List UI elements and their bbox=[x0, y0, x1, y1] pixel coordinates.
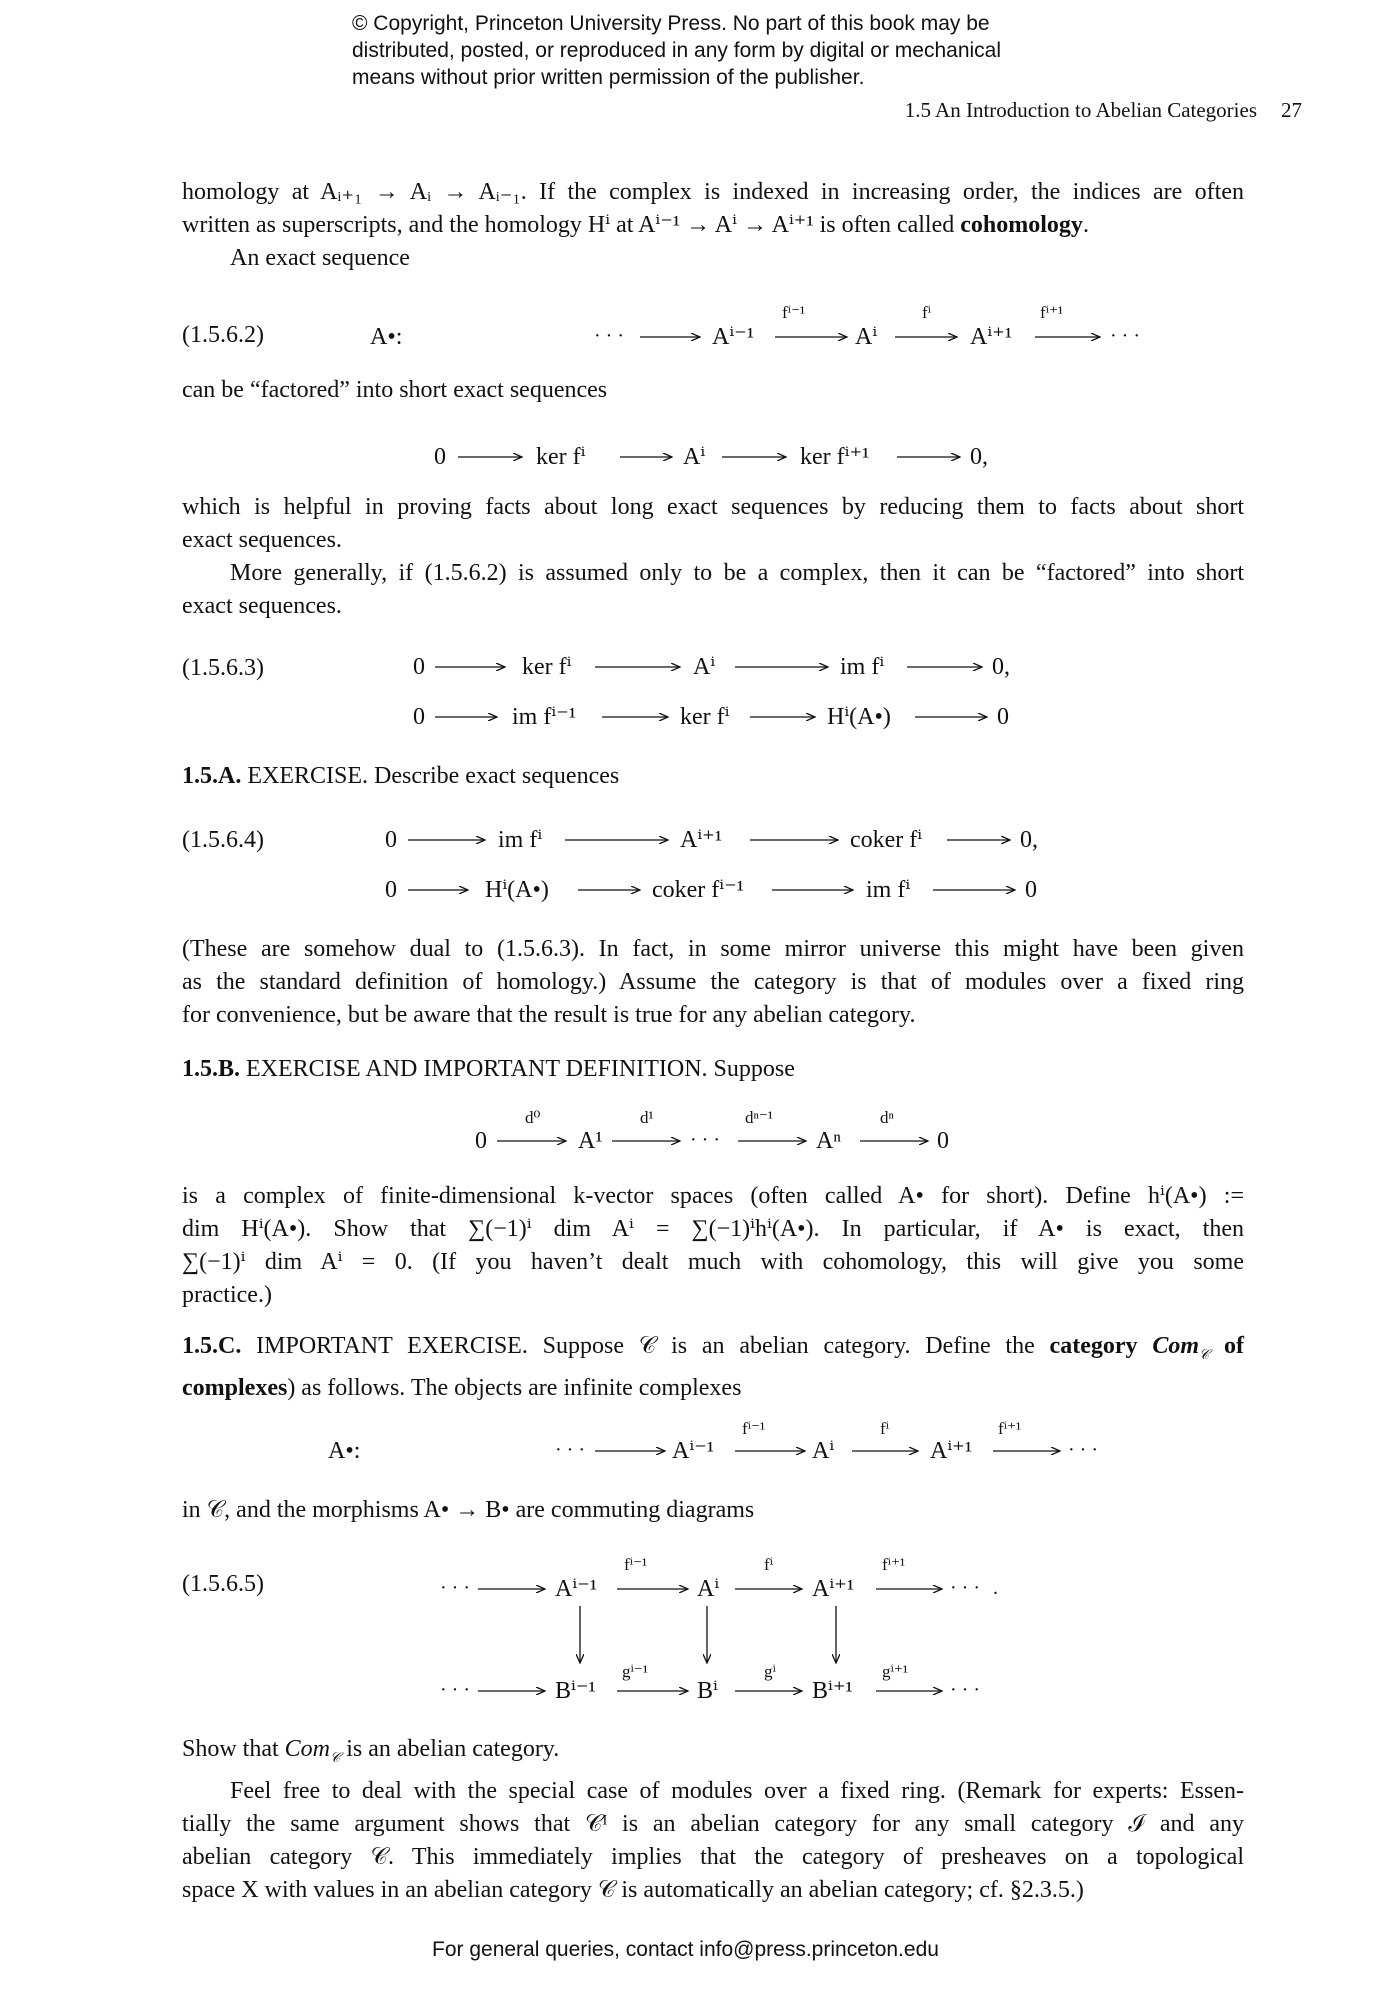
exercise-number: 1.5.C. bbox=[182, 1333, 242, 1359]
kernel-f-i+1: ker fⁱ⁺¹ bbox=[800, 444, 870, 470]
map-f-i-1: fⁱ⁻¹ bbox=[624, 1555, 648, 1574]
map-d-n: dⁿ bbox=[880, 1108, 894, 1127]
equation-label: (1.5.6.5) bbox=[182, 1571, 264, 1597]
zero: 0, bbox=[970, 444, 988, 470]
object-A-i: Aⁱ bbox=[697, 1576, 720, 1602]
diagram-commuting-square bbox=[0, 1548, 1400, 1728]
text-line: exact sequences. bbox=[182, 593, 342, 619]
object-A-i-1: Aⁱ⁻¹ bbox=[555, 1576, 598, 1602]
text-segment: is an abelian category. bbox=[346, 1736, 560, 1762]
zero: 0 bbox=[937, 1128, 949, 1154]
map-d1: d¹ bbox=[640, 1108, 654, 1127]
map-d0: d⁰ bbox=[525, 1108, 541, 1127]
bold-term: Com bbox=[1152, 1333, 1199, 1359]
text-line: (These are somehow dual to (1.5.6.3). In fact, in some mirror universe this might have been given bbox=[182, 936, 1244, 962]
paragraph-homology bbox=[182, 176, 1244, 275]
paragraph-morphisms bbox=[182, 1494, 1244, 1527]
text-line bbox=[182, 1053, 1244, 1086]
map-f-i+1: fⁱ⁺¹ bbox=[998, 1419, 1022, 1438]
equation-label: (1.5.6.2) bbox=[182, 322, 264, 348]
object-A-i: Aⁱ bbox=[812, 1438, 835, 1464]
map-f-i: fⁱ bbox=[764, 1555, 774, 1574]
object-A-i: Aⁱ bbox=[855, 324, 878, 350]
map-g-i+1: gⁱ⁺¹ bbox=[882, 1662, 908, 1681]
ellipsis: · · · bbox=[555, 1439, 585, 1461]
map-f-i-1: fⁱ⁻¹ bbox=[742, 1419, 766, 1438]
text-line: space X with values in an abelian category 𝒞 is automatically an abelian category; cf. §2.3.5.) bbox=[182, 1876, 1084, 1903]
zero: 0 bbox=[385, 827, 397, 853]
text-line: exact sequences. bbox=[182, 527, 342, 553]
exercise-number: 1.5.A. bbox=[182, 763, 242, 789]
text-line: as the standard definition of homology.) Assume the category is that of modules over a fixed ring bbox=[182, 969, 1244, 995]
running-head bbox=[905, 98, 1302, 123]
text-segment: Show that bbox=[182, 1736, 279, 1762]
zero: 0 bbox=[997, 704, 1009, 730]
image-f-i: im fⁱ bbox=[498, 827, 543, 853]
map-f-i: fⁱ bbox=[880, 1419, 890, 1438]
text-line: can be “factored” into short exact sequences bbox=[182, 377, 608, 403]
object-A-i+1: Aⁱ⁺¹ bbox=[970, 324, 1013, 350]
bold-term: category bbox=[1049, 1333, 1138, 1359]
diagram-long-sequence bbox=[0, 300, 1400, 360]
object-B-i: Bⁱ bbox=[697, 1678, 718, 1704]
subscript: 𝒞 bbox=[1199, 1347, 1210, 1363]
zero: 0 bbox=[413, 654, 425, 680]
object-B-i+1: Bⁱ⁺¹ bbox=[812, 1678, 853, 1704]
bold-term: cohomology bbox=[960, 212, 1083, 238]
object-B-i-1: Bⁱ⁻¹ bbox=[555, 1678, 596, 1704]
image-f-i-1: im fⁱ⁻¹ bbox=[512, 704, 577, 730]
exercise-number: 1.5.B. bbox=[182, 1056, 241, 1082]
zero: 0 bbox=[1025, 877, 1037, 903]
map-f-i+1: fⁱ⁺¹ bbox=[1040, 303, 1064, 322]
ellipsis: · · · bbox=[440, 1577, 470, 1599]
map-d-n-1: dⁿ⁻¹ bbox=[745, 1108, 773, 1127]
diagram-dual-sequences bbox=[0, 814, 1400, 914]
paragraph-factored bbox=[182, 374, 1244, 407]
text-line: practice.) bbox=[182, 1282, 272, 1308]
ellipsis: · · · bbox=[1110, 325, 1140, 347]
ellipsis: · · · bbox=[1068, 1439, 1098, 1461]
text-line: Feel free to deal with the special case of modules over a fixed ring. (Remark for experts: Essen- bbox=[230, 1777, 1244, 1804]
ellipsis: · · · bbox=[594, 325, 624, 347]
ellipsis: · · · bbox=[950, 1577, 980, 1599]
text-line: for convenience, but be aware that the result is true for any abelian category. bbox=[182, 1002, 916, 1028]
text-line: More generally, if (1.5.6.2) is assumed only to be a complex, then it can be “factored” into short bbox=[230, 560, 1244, 586]
paragraph-dual-remark bbox=[182, 933, 1244, 1032]
text-line bbox=[182, 760, 1244, 793]
text-segment: ) as follows. The objects are infinite complexes bbox=[287, 1374, 742, 1401]
exercise-1-5-B bbox=[182, 1053, 1244, 1086]
copyright-line: © Copyright, Princeton University Press. No part of this book may be bbox=[352, 12, 990, 35]
category-name: Com bbox=[284, 1736, 331, 1762]
page-number: 27 bbox=[1281, 98, 1302, 122]
text-line: ∑(−1)ⁱ dim Aⁱ = 0. (If you haven’t dealt much with cohomology, this will give you some bbox=[182, 1249, 1244, 1275]
map-g-i: gⁱ bbox=[764, 1662, 776, 1681]
diagram-infinite-complex bbox=[0, 1418, 1400, 1478]
complex-label: A•: bbox=[370, 324, 403, 350]
equation-label: (1.5.6.3) bbox=[182, 655, 264, 681]
running-title: 1.5 An Introduction to Abelian Categories bbox=[904, 98, 1257, 122]
ellipsis: · · · bbox=[950, 1679, 980, 1701]
paragraph-conclusion bbox=[182, 1733, 1244, 1907]
map-g-i-1: gⁱ⁻¹ bbox=[622, 1662, 648, 1681]
diagram-short-exact bbox=[0, 430, 1400, 480]
object-A-1: A¹ bbox=[578, 1128, 603, 1154]
object-A-i-1: Aⁱ⁻¹ bbox=[672, 1438, 715, 1464]
diagram-factored-complex bbox=[0, 642, 1400, 742]
text-segment: . bbox=[1082, 212, 1089, 238]
object-A-i+1: Aⁱ⁺¹ bbox=[930, 1438, 973, 1464]
text-line: abelian category 𝒞. This immediately implies that the category of presheaves on a topological bbox=[182, 1843, 1244, 1870]
footer-contact: For general queries, contact info@press.princeton.edu bbox=[432, 1938, 939, 1961]
text-line: dim Hⁱ(A•). Show that ∑(−1)ⁱ dim Aⁱ = ∑(−1)ⁱhⁱ(A•). In particular, if A• is exact, then bbox=[182, 1216, 1244, 1242]
image-f-i: im fⁱ bbox=[840, 654, 885, 680]
kernel-f-i: ker fⁱ bbox=[536, 444, 586, 470]
kernel-f-i: ker fⁱ bbox=[522, 654, 572, 680]
text-line: is a complex of finite-dimensional k-vector spaces (often called A• for short). Define hⁱ(A•) := bbox=[182, 1183, 1244, 1209]
image-f-i: im fⁱ bbox=[866, 877, 911, 903]
object-A-i: Aⁱ bbox=[693, 654, 716, 680]
exercise-text: EXERCISE. Describe exact sequences bbox=[247, 763, 620, 789]
zero: 0 bbox=[475, 1128, 487, 1154]
text-line: An exact sequence bbox=[230, 245, 410, 271]
cohomology-H-i: Hⁱ(A•) bbox=[485, 877, 549, 903]
exercise-text: IMPORTANT EXERCISE. Suppose 𝒞 is an abelian category. Define the bbox=[256, 1333, 1035, 1359]
equation-label: (1.5.6.4) bbox=[182, 827, 264, 853]
exercise-1-5-A bbox=[182, 760, 1244, 793]
kernel-f-i: ker fⁱ bbox=[680, 704, 730, 730]
diagram-finite-complex bbox=[0, 1105, 1400, 1165]
cokernel-f-i: coker fⁱ bbox=[850, 827, 923, 853]
text-segment: written as superscripts, and the homology Hⁱ at Aⁱ⁻¹ → Aⁱ → Aⁱ⁺¹ is often called bbox=[182, 212, 955, 238]
copyright-line: distributed, posted, or reproduced in any form by digital or mechanical bbox=[352, 39, 1002, 62]
object-A-i: Aⁱ bbox=[683, 444, 706, 470]
text-line bbox=[182, 1733, 1244, 1775]
text-line: which is helpful in proving facts about long exact sequences by reducing them to facts about short bbox=[182, 494, 1244, 520]
exercise-text: EXERCISE AND IMPORTANT DEFINITION. Suppose bbox=[246, 1056, 795, 1082]
map-f-i: fⁱ bbox=[922, 303, 932, 322]
zero: 0, bbox=[1020, 827, 1038, 853]
subscript: 𝒞 bbox=[330, 1750, 341, 1766]
bold-term: of bbox=[1224, 1333, 1245, 1359]
zero: 0 bbox=[385, 877, 397, 903]
cokernel-f-i-1: coker fⁱ⁻¹ bbox=[652, 877, 744, 903]
text-line bbox=[182, 209, 1244, 242]
text-line: homology at Aᵢ₊₁ → Aᵢ → Aᵢ₋₁. If the complex is indexed in increasing order, the indices are often bbox=[182, 179, 1244, 205]
paragraph-long-exact bbox=[182, 491, 1244, 623]
map-f-i+1: fⁱ⁺¹ bbox=[882, 1555, 906, 1574]
bold-term: complexes bbox=[182, 1374, 288, 1401]
cohomology-H-i: Hⁱ(A•) bbox=[827, 704, 891, 730]
object-A-n: Aⁿ bbox=[816, 1128, 841, 1154]
map-f-i-1: fⁱ⁻¹ bbox=[782, 303, 806, 322]
copyright-notice bbox=[352, 10, 1152, 91]
object-A-i+1: Aⁱ⁺¹ bbox=[812, 1576, 855, 1602]
zero: 0, bbox=[992, 654, 1010, 680]
object-A-i+1: Aⁱ⁺¹ bbox=[680, 827, 723, 853]
text-line: tially the same argument shows that 𝒞ᴵ is an abelian category for any small category ℐ and any bbox=[182, 1810, 1244, 1837]
copyright-line: means without prior written permission of the publisher. bbox=[352, 66, 865, 89]
text-line bbox=[182, 1372, 1244, 1405]
ellipsis: · · · bbox=[690, 1129, 720, 1151]
zero: 0 bbox=[434, 444, 446, 470]
object-A-i-1: Aⁱ⁻¹ bbox=[712, 324, 755, 350]
complex-label: A•: bbox=[328, 1438, 361, 1464]
exercise-1-5-C bbox=[182, 1330, 1244, 1405]
ellipsis: · · · bbox=[440, 1679, 470, 1701]
text-line bbox=[182, 1330, 1244, 1372]
text-line: in 𝒞, and the morphisms A• → B• are commuting diagrams bbox=[182, 1497, 755, 1523]
period: . bbox=[993, 1577, 998, 1599]
zero: 0 bbox=[413, 704, 425, 730]
paragraph-euler-characteristic bbox=[182, 1180, 1244, 1312]
